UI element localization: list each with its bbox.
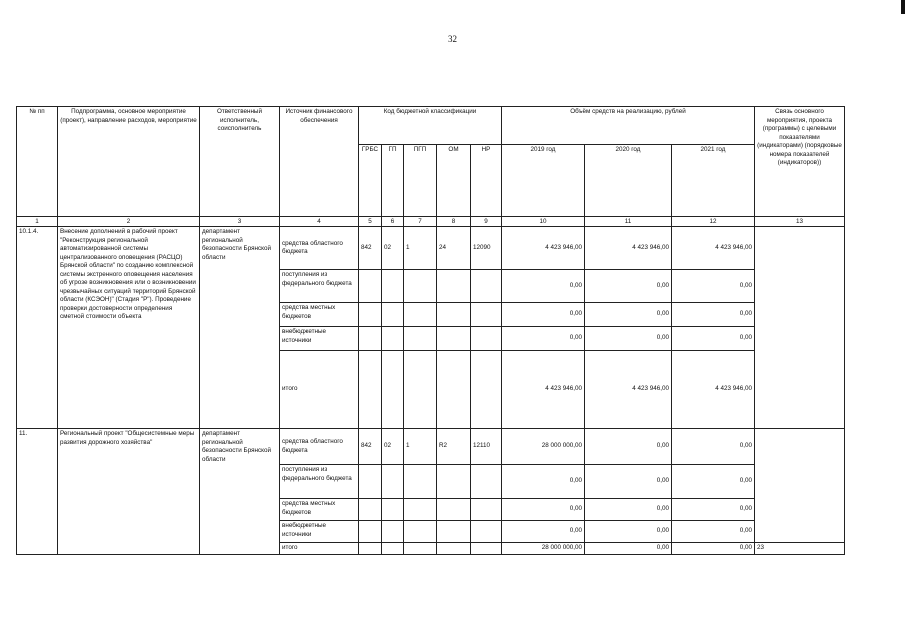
row-source: средства местных бюджетов [280,303,359,327]
row-source: поступления из федерального бюджета [280,465,359,499]
row-np: 12090 [471,227,502,270]
col-index: 4 [280,217,359,227]
row-gp [382,465,404,499]
row-2019: 0,00 [502,499,585,521]
section-num: 11. [17,429,58,555]
row-np [471,521,502,543]
header-amount: Объём средств на реализацию, рублей [502,107,755,145]
section-num: 10.1.4. [17,227,58,429]
col-index: 1 [17,217,58,227]
table-row [17,227,845,270]
col-index: 11 [585,217,672,227]
row-om [437,465,471,499]
row-2021: 0,00 [672,521,755,543]
row-2019: 0,00 [502,270,585,303]
row-np [471,543,502,555]
header-pgp: ПГП [404,145,437,217]
row-grbs [359,270,382,303]
row-grbs [359,465,382,499]
row-grbs: 842 [359,429,382,465]
row-om [437,303,471,327]
row-2021-total: 4 423 946,00 [672,351,755,429]
row-pgp: 1 [404,429,437,465]
row-2021: 0,00 [672,499,755,521]
row-np [471,270,502,303]
row-np [471,351,502,429]
row-om [437,270,471,303]
row-source-total: итого [280,351,359,429]
row-pgp [404,521,437,543]
row-source-total: итого [280,543,359,555]
row-pgp [404,327,437,351]
row-pgp [404,499,437,521]
row-2020: 4 423 946,00 [585,227,672,270]
table-body [17,227,845,555]
row-om [437,327,471,351]
row-gp [382,327,404,351]
budget-table [16,106,845,555]
header-om: ОМ [437,145,471,217]
row-gp [382,270,404,303]
row-2019: 28 000 000,00 [502,429,585,465]
row-pgp [404,465,437,499]
row-np [471,327,502,351]
header-source: Источник финансового обеспечения [280,107,359,217]
row-gp [382,499,404,521]
header-executor: Ответственный исполнитель, соисполнитель [200,107,280,217]
row-gp [382,521,404,543]
row-om [437,521,471,543]
row-2020-total: 0,00 [585,543,672,555]
row-2020-total: 4 423 946,00 [585,351,672,429]
header-budget-code: Код бюджетной классификации [359,107,502,145]
column-index-row [17,217,845,227]
row-2021: 4 423 946,00 [672,227,755,270]
row-2019: 4 423 946,00 [502,227,585,270]
row-gp: 02 [382,227,404,270]
header-num: № пп [17,107,58,217]
scan-edge-mark [901,0,905,14]
row-2021-total: 0,00 [672,543,755,555]
row-grbs [359,499,382,521]
row-2019: 0,00 [502,303,585,327]
row-source: средства местных бюджетов [280,499,359,521]
table-row [17,429,845,465]
row-2019: 0,00 [502,521,585,543]
section-program: Региональный проект "Общесистемные меры развития дорожного хозяйства" [58,429,200,555]
header-np: НР [471,145,502,217]
header-2020: 2020 год [585,145,672,217]
header-program: Подпрограмма, основное мероприятие (проект), направление расходов, мероприятие [58,107,200,217]
col-index: 12 [672,217,755,227]
col-index: 6 [382,217,404,227]
row-pgp [404,543,437,555]
row-source: поступления из федерального бюджета [280,270,359,303]
row-2020: 0,00 [585,521,672,543]
row-2019-total: 28 000 000,00 [502,543,585,555]
header-grbs: ГРБС [359,145,382,217]
row-grbs [359,543,382,555]
row-gp [382,303,404,327]
row-2020: 0,00 [585,429,672,465]
row-om: R2 [437,429,471,465]
row-grbs: 842 [359,227,382,270]
row-2020: 0,00 [585,465,672,499]
header-2021: 2021 год [672,145,755,217]
row-om [437,351,471,429]
row-source: внебюджетные источники [280,521,359,543]
row-source: внебюджетные источники [280,327,359,351]
row-pgp [404,303,437,327]
col-index: 10 [502,217,585,227]
row-2020: 0,00 [585,303,672,327]
col-index: 5 [359,217,382,227]
table-header [17,107,845,227]
header-gp: ГП [382,145,404,217]
row-2020: 0,00 [585,499,672,521]
row-source: средства областного бюджета [280,227,359,270]
row-2021: 0,00 [672,303,755,327]
header-2019: 2019 год [502,145,585,217]
row-2021: 0,00 [672,270,755,303]
col-index: 3 [200,217,280,227]
row-2019: 0,00 [502,465,585,499]
row-2020: 0,00 [585,270,672,303]
header-link: Связь основного мероприятия, проекта (программы) с целевыми показателями (индикаторами) (порядковые номера показателей (индикаторов)) [755,107,845,217]
row-2021: 0,00 [672,327,755,351]
row-source: средства областного бюджета [280,429,359,465]
row-2019: 0,00 [502,327,585,351]
row-om [437,543,471,555]
section-executor: департамент региональной безопасности Брянской области [200,227,280,429]
row-pgp: 1 [404,227,437,270]
page-number: 32 [448,34,457,44]
row-grbs [359,327,382,351]
row-np [471,303,502,327]
col-index: 2 [58,217,200,227]
row-np [471,499,502,521]
row-2021: 0,00 [672,429,755,465]
row-gp: 02 [382,429,404,465]
row-pgp [404,351,437,429]
row-pgp [404,270,437,303]
row-gp [382,351,404,429]
section-executor: департамент региональной безопасности Брянской области [200,429,280,555]
row-gp [382,543,404,555]
col-index: 13 [755,217,845,227]
row-grbs [359,351,382,429]
row-om [437,499,471,521]
col-index: 8 [437,217,471,227]
row-grbs [359,521,382,543]
col-index: 9 [471,217,502,227]
row-grbs [359,303,382,327]
section-link [755,227,845,429]
row-2019-total: 4 423 946,00 [502,351,585,429]
section-link-empty [755,429,845,543]
section-program: Внесение дополнений в рабочий проект "Реконструкция региональной автоматизированной системы централизованного оповещения (РАСЦО) Брянской области" по созданию комплексной системы экстренного оповещения населения об угрозе возникновения или о возникновении чрезвычайных ситуаций территорий Брянской области (КСЭОН)" (Стадия "Р"). Проведение проверки достоверности определения сметной стоимости объекта [58,227,200,429]
row-2021: 0,00 [672,465,755,499]
row-np [471,465,502,499]
row-om: 24 [437,227,471,270]
row-2020: 0,00 [585,327,672,351]
row-np: 12110 [471,429,502,465]
col-index: 7 [404,217,437,227]
section-link: 23 [755,543,845,555]
